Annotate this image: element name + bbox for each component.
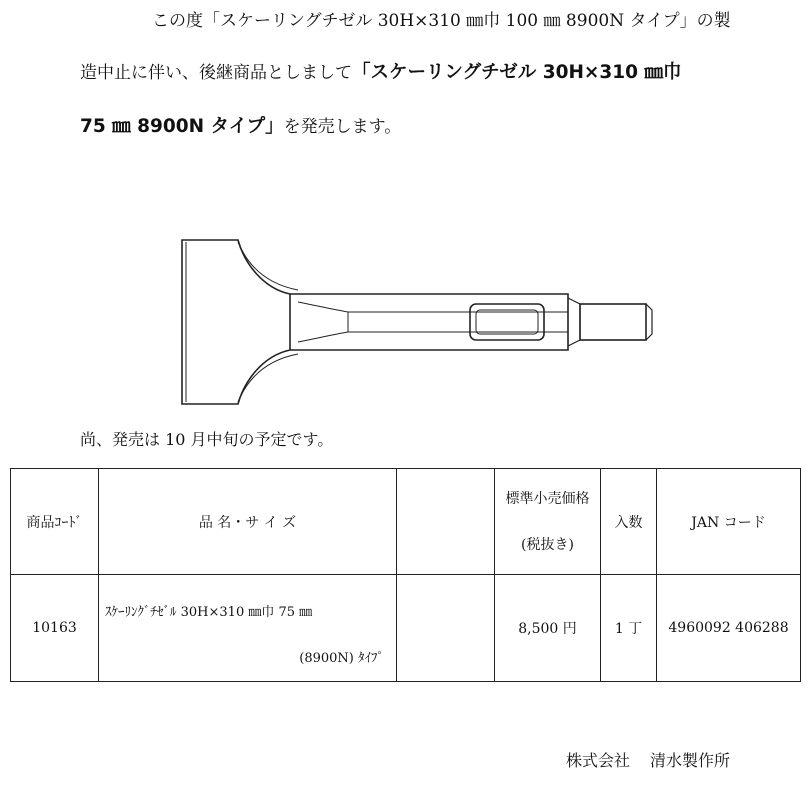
table-header-row — [11, 469, 801, 575]
chisel-tang-end — [646, 304, 652, 340]
cell-product-code: 10163 — [11, 575, 99, 682]
release-note-text: 尚、発売は 10 月中旬の予定です。 — [80, 430, 334, 449]
chisel-blade-bevel — [238, 242, 298, 402]
intro-line-1 — [152, 10, 731, 32]
product-name-bold: 「スケーリングチゼル 30H×310 ㎜巾 — [352, 62, 682, 83]
intro-line-1-text: この度「スケーリングチゼル 30H×310 ㎜巾 100 ㎜ 8900N タイプ」の製 — [152, 11, 731, 31]
product-name-line-1: ｽｹｰﾘﾝｸﾞﾁｾﾞﾙ 30H×310 ㎜巾 75 ㎜ — [105, 605, 313, 620]
header-product-name: 品 名・サ イ ズ — [99, 469, 397, 575]
header-price — [495, 469, 601, 575]
intro-line-2-text: 造中止に伴い、後継商品としまして — [80, 63, 352, 83]
company-type: 株式会社 — [566, 751, 631, 770]
chisel-shank-taper — [298, 302, 348, 342]
table-row — [11, 575, 801, 682]
header-jan-code: JAN コード — [657, 469, 801, 575]
release-note — [80, 429, 333, 451]
header-price-label: 標準小売価格 — [505, 490, 590, 507]
cell-quantity: 1 丁 — [601, 575, 657, 682]
cell-price: 8,500 円 — [495, 575, 601, 682]
cell-jan-code: 4960092 406288 — [657, 575, 801, 682]
header-quantity: 入数 — [601, 469, 657, 575]
intro-line-2 — [80, 62, 682, 84]
intro-line-3 — [80, 116, 401, 138]
cell-blank — [397, 575, 495, 682]
product-size-bold: 75 ㎜ 8900N タイプ」 — [80, 116, 284, 137]
header-price-tax-note: (税抜き) — [521, 536, 574, 553]
product-name-line-2: (8900N) ﾀｲﾌﾟ — [299, 651, 384, 666]
chisel-neck — [568, 298, 580, 346]
company-signature — [566, 748, 730, 771]
chisel-collar-slot — [470, 304, 544, 340]
header-blank — [397, 469, 495, 575]
chisel-shank — [290, 294, 568, 350]
header-product-code: 商品ｺｰﾄﾞ — [11, 469, 99, 575]
chisel-collar-slot-inner — [476, 310, 538, 334]
intro-line-3-text: を発売します。 — [283, 117, 402, 137]
chisel-blade — [182, 240, 290, 404]
chisel-tang — [580, 304, 646, 340]
chisel-drawing — [178, 232, 658, 412]
product-spec-table — [10, 468, 801, 682]
company-name: 清水製作所 — [650, 751, 731, 770]
cell-product-name — [99, 575, 397, 682]
